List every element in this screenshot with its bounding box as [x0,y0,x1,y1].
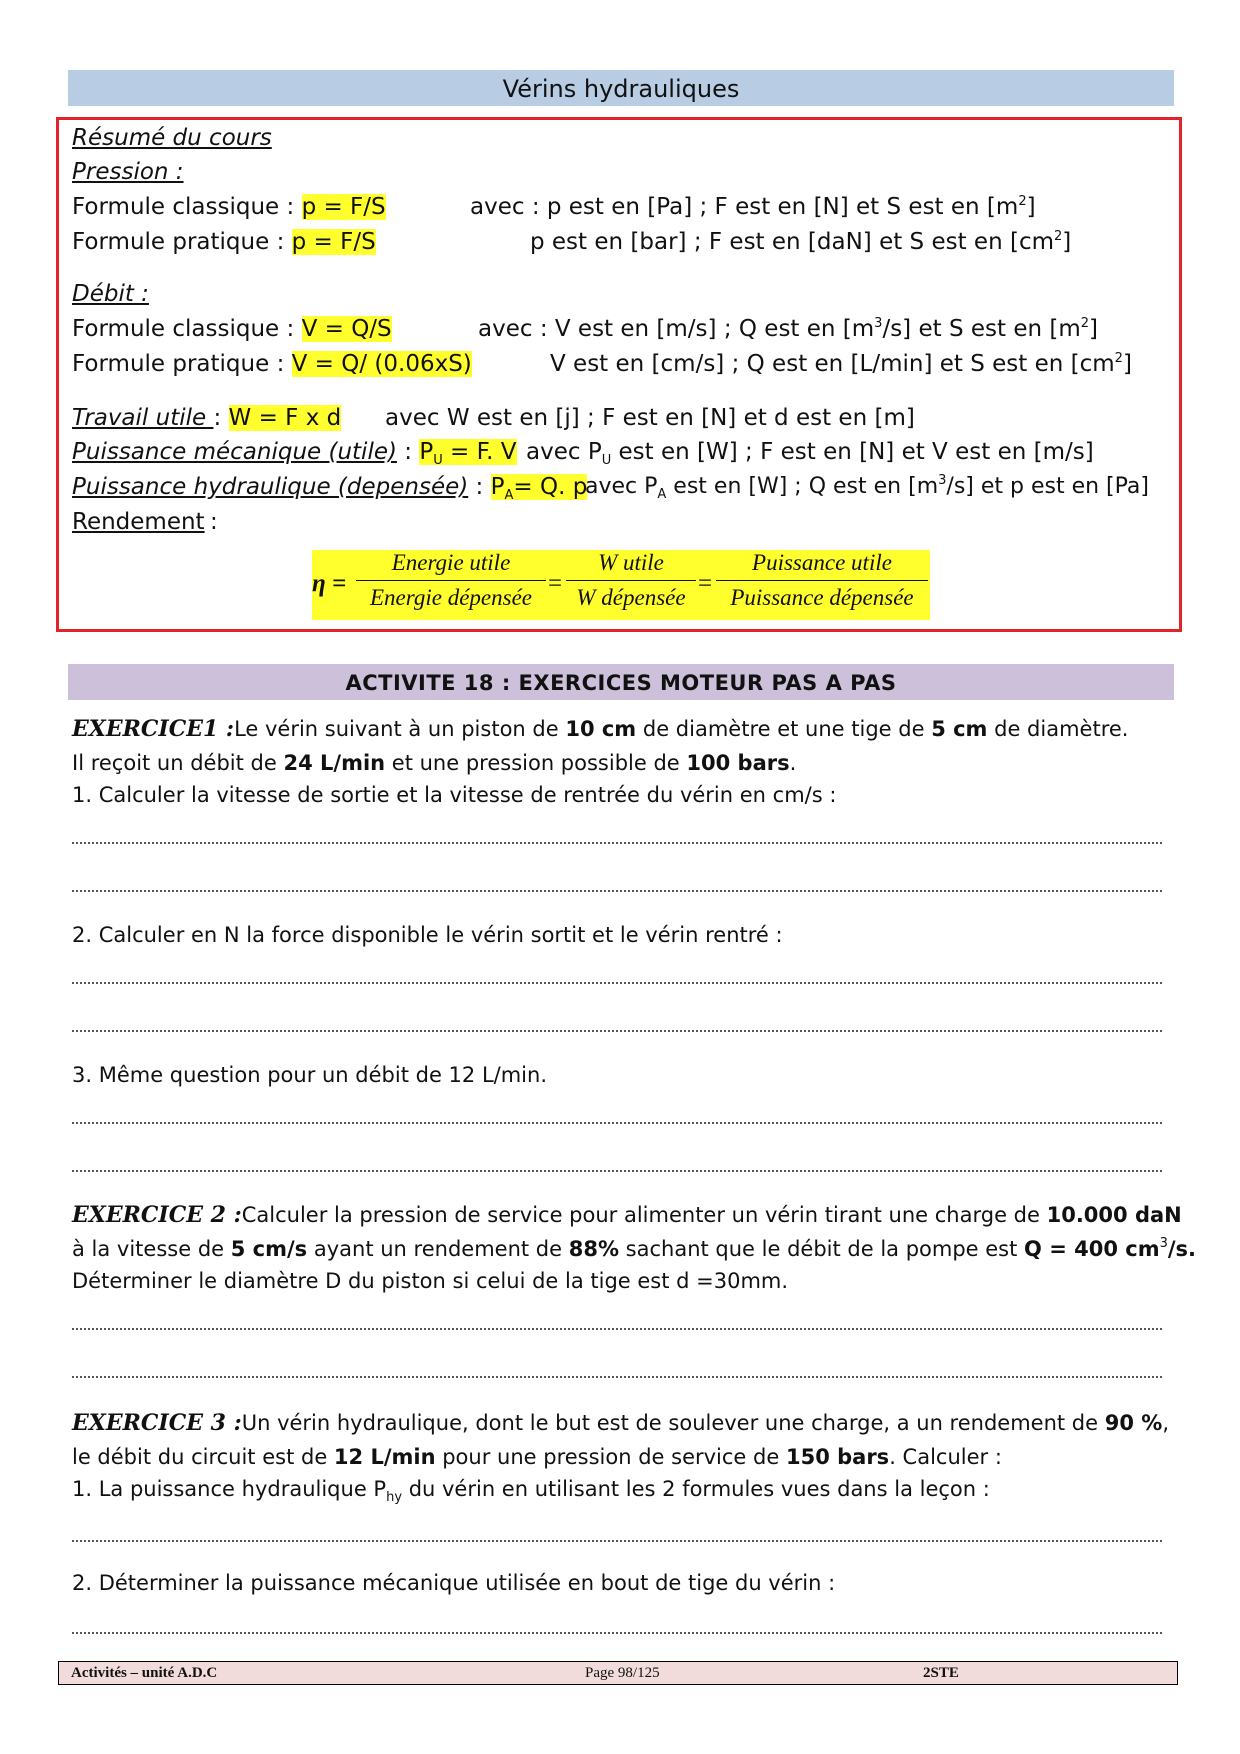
pression-pratique-formula: p = F/S [291,229,376,255]
footer-right: 2STE [923,1665,959,1681]
travail-units: avec W est en [j] ; F est en [N] et d est en [m] [385,405,915,431]
ex3-question2: 2. Déterminer la puissance mécanique utilisée en bout de tige du vérin : [72,1571,836,1595]
debit-classique-formula: V = Q/S [301,316,392,342]
puissance-meca-formula: $P_U = F$. V [419,439,517,468]
answer-line[interactable] [72,980,1162,984]
answer-line[interactable] [72,1028,1162,1032]
ex3-label: EXERCICE 3 : [72,1410,242,1436]
pression-pratique-row [72,227,376,257]
ex2-label: EXERCICE 2 : [72,1202,242,1228]
pression-pratique-label: Formule pratique : [72,229,292,255]
activity-title: ACTIVITE 18 : EXERCICES MOTEUR PAS A PAS [68,664,1174,700]
ex2-line2: à la vitesse de 5 cm/s ayant un rendement de 88% sachant que le débit de la pompe est Q = 400 $cm^3/s$. [72,1236,1197,1261]
puissance-meca-row: Puissance mécanique (utile) : $P_U = F$. V [72,439,517,468]
summary-heading: Résumé du cours [72,125,272,151]
rendement-formula: η = Energie utile Energie dépensée = W utile W dépensée = Puissance utile Puissance dépensée [312,550,930,620]
answer-line[interactable] [72,1120,1162,1124]
debit-pratique-label: Formule pratique : [72,351,292,377]
answer-line[interactable] [72,888,1162,892]
ex1-question1: 1. Calculer la vitesse de sortie et la vitesse de rentrée du vérin en cm/s : [72,783,837,807]
puissance-meca-label: Puissance mécanique (utile) [72,439,397,465]
puissance-meca-units: avec $P_U$ est en [W] ; F est en [N] et V est en [m/s] [526,439,1094,468]
pression-classique-row [72,192,386,222]
answer-line[interactable] [72,840,1162,844]
fraction-puissance: Puissance utile Puissance dépensée [716,550,928,611]
pression-classique-formula: p = F/S [301,194,386,220]
page-title: Vérins hydrauliques [68,70,1174,106]
pression-classique-units: avec : p est en [Pa] ; F est en [N] et S est en $[m^2]$ [470,194,1036,220]
answer-line[interactable] [72,1538,1162,1542]
travail-formula: W = F x d [228,405,342,431]
travail-row: Travail utile : W = F x d [72,405,342,431]
ex3-line1: EXERCICE 3 :Un vérin hydraulique, dont le but est de soulever une charge, a un rendement de 90 %, [72,1410,1169,1436]
debit-classique-units: avec : V est en [m/s] ; Q est en $[m^3/s]$ et S est en $[m^2]$ [478,316,1099,342]
ex1-question3: 3. Même question pour un débit de 12 L/min. [72,1063,547,1087]
puissance-hydro-row: Puissance hydraulique (depensée) : $P_A= Q$. p [72,474,588,503]
footer-page-number: Page 98/125 [585,1665,660,1681]
ex2-line1: EXERCICE 2 :Calculer la pression de service pour alimenter un vérin tirant une charge de 10.000 daN [72,1202,1182,1228]
ex1-line1: EXERCICE1 :Le vérin suivant à un piston de 10 cm de diamètre et une tige de 5 cm de diamètre. [72,716,1129,742]
ex2-line3: Déterminer le diamètre D du piston si celui de la tige est d =30mm. [72,1269,789,1293]
pression-classique-label: Formule classique : [72,194,302,220]
rendement-label: Rendement [72,509,205,535]
puissance-hydro-label: Puissance hydraulique (depensée) [72,474,469,500]
pression-heading: Pression : [72,159,184,185]
footer-left: Activités – unité A.D.C [71,1665,218,1681]
ex1-label: EXERCICE1 : [72,716,235,742]
debit-classique-label: Formule classique : [72,316,302,342]
debit-classique-row [72,314,392,344]
fraction-travail: W utile W dépensée [566,550,696,611]
answer-line[interactable] [72,1630,1162,1634]
fraction-energie: Energie utile Energie dépensée [356,550,546,611]
travail-label: Travail utile [72,405,214,431]
ex1-question2: 2. Calculer en N la force disponible le vérin sortit et le vérin rentré : [72,923,783,947]
ex3-line2: le débit du circuit est de 12 L/min pour une pression de service de 150 bars. Calculer : [72,1445,1002,1469]
debit-heading: Débit : [72,281,149,307]
pression-pratique-units: p est en [bar] ; F est en [daN] et S est en $[cm^2]$ [530,229,1072,255]
debit-pratique-formula: V = Q/ (0.06xS) [291,351,472,377]
puissance-hydro-units: avec $P_A$ est en [W] ; Q est en $[m^3/s]$ et p est en [Pa] [585,473,1149,502]
ex1-line2: Il reçoit un débit de 24 L/min et une pression possible de 100 bars. [72,751,797,775]
answer-line[interactable] [72,1168,1162,1172]
eta-symbol: η = [312,570,347,597]
answer-line[interactable] [72,1326,1162,1330]
debit-pratique-units: V est en [cm/s] ; Q est en [L/min] et S est en $[cm^2]$ [550,351,1132,377]
answer-line[interactable] [72,1374,1162,1378]
puissance-hydro-formula: $P_A= Q$. p [490,474,588,503]
ex3-question1: 1. La puissance hydraulique $P_{hy}$ du vérin en utilisant les 2 formules vues dans la leçon : [72,1477,990,1505]
page-footer [58,1661,1178,1685]
debit-pratique-row [72,349,472,379]
